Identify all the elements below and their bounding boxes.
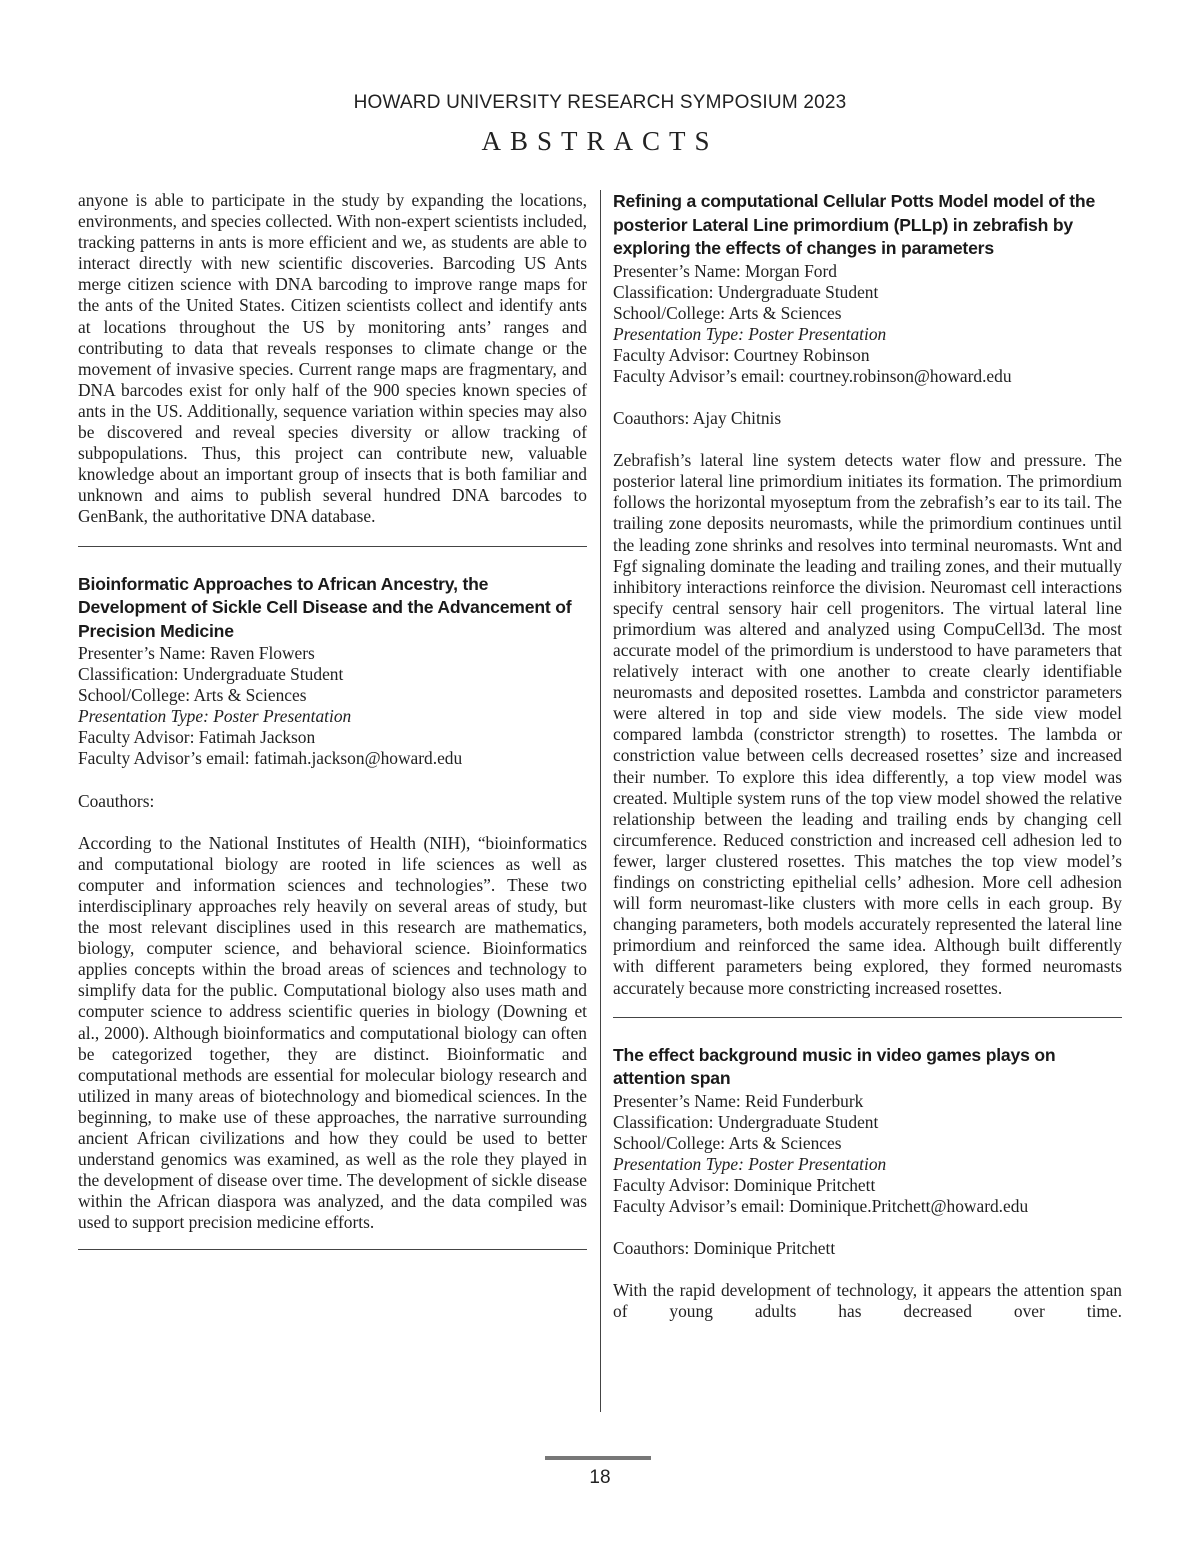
coauthors: Coauthors: Ajay Chitnis — [613, 408, 782, 429]
section-title: ABSTRACTS — [481, 126, 719, 156]
abstract-meta — [78, 643, 587, 770]
abstract-separator — [613, 1017, 1122, 1018]
classification: Classification: Undergraduate Student — [613, 1111, 879, 1132]
abstract-separator — [78, 1249, 587, 1250]
abstract-meta — [613, 261, 1122, 388]
abstract-body: With the rapid development of technology, it appears the attention span of young adults has decreased over time. — [613, 1280, 1122, 1322]
faculty-advisor-email: Faculty Advisor’s email: Dominique.Pritchett@howard.edu — [613, 1196, 1029, 1217]
abstract-title: Refining a computational Cellular Potts Model model of the posterior Lateral Line primordium (PLLp) in zebrafish by exploring the effects of changes in parameters — [613, 191, 1096, 258]
faculty-advisor: Faculty Advisor: Dominique Pritchett — [613, 1174, 876, 1195]
page-number-rule — [545, 1456, 651, 1460]
coauthors: Coauthors: — [78, 790, 155, 811]
abstract-title: The effect background music in video games plays on attention span — [613, 1044, 1056, 1089]
faculty-advisor: Faculty Advisor: Courtney Robinson — [613, 344, 870, 365]
faculty-advisor: Faculty Advisor: Fatimah Jackson — [78, 727, 316, 748]
symposium-header: HOWARD UNIVERSITY RESEARCH SYMPOSIUM 2023 — [353, 92, 847, 113]
column-divider — [600, 190, 601, 1412]
school-college: School/College: Arts & Sciences — [613, 302, 842, 323]
classification: Classification: Undergraduate Student — [78, 664, 344, 685]
faculty-advisor-email: Faculty Advisor’s email: fatimah.jackson@howard.edu — [78, 748, 463, 769]
presentation-type: Presentation Type: Poster Presentation — [613, 1153, 887, 1174]
abstract-body: Zebrafish’s lateral line system detects water flow and pressure. The posterior lateral line primordium initiates its formation. The primordium follows the horizontal myoseptum from the zebrafish’s ear to its tail. The trailing zone deposits neuromasts, while the primordium continues until the leading zone shrinks and resolves into terminal neuromasts. Wnt and Fgf signaling dominate the leading and trailing zones, and their mutually inhibitory interactions reinforce the division. Neuromast cell interactions specify central sensory hair cell progenitors. The virtual lateral line primordium was altered and analyzed using CompuCell3d. The most accurate model of the primordium is understood to have parameters that relatively interact with one another to create clearly identifiable neuromasts and deposited rosettes. Lambda and constrictor parameters were altered in top and side view models. The side view model compared lambda (constrictor strength) to rosettes. The lambda or constriction value between cells decreased rosettes’ size and increased their number. To explore this idea differently, a top view model was created. Multiple system runs of the top view model showed the relative relationship between the leading and trailing ends by changing cell circumference. Reduced constriction and increased cell adhesion led to fewer, larger clustered rosettes. This matches the top view model’s findings on constricting epithelial cells’ adhesion. More cell adhesion will form neuromast-like clusters with more cells in each group. By changing parameters, both models accurately represented the lateral line primordium and reinforced the same idea. Although built differently with different parameters being explored, they formed neuromasts accurately because more constricting increased rosettes. — [613, 450, 1122, 998]
abstract-body: According to the National Institutes of Health (NIH), “bioinformatics and computational biology are rooted in life sciences as well as computer and information sciences and technologies”. These two interdisciplinary approaches rely heavily on several areas of study, but the most relevant disciplines used in this research are mathematics, biology, computer science, and behavioral science. Bioinformatics applies concepts within the broad areas of sciences and technology to simplify data for the public. Computational biology also uses math and computer science to address scientific queries in biology (Downing et al., 2000). Although bioinformatics and computational biology can often be categorized together, they are distinct. Bioinformatic and computational methods are essential for molecular biology research and utilized in many areas of biotechnology and biomedical sciences. In the beginning, to make use of these approaches, the narrative surrounding ancient African civilizations and how they could be used to better understand genomics was examined, as well as the role they played in the development of disease over time. The development of sickle disease within the African diaspora was analyzed, and the data compiled was used to support precision medicine efforts. — [78, 832, 587, 1233]
page-number: 18 — [589, 1467, 611, 1488]
left-column — [78, 190, 587, 1250]
presenter-name: Presenter’s Name: Raven Flowers — [78, 643, 315, 663]
school-college: School/College: Arts & Sciences — [613, 1132, 842, 1153]
right-column — [613, 190, 1122, 1322]
coauthors: Coauthors: Dominique Pritchett — [613, 1238, 836, 1259]
presenter-name: Presenter’s Name: Reid Funderburk — [613, 1090, 864, 1111]
school-college: School/College: Arts & Sciences — [78, 685, 307, 706]
classification: Classification: Undergraduate Student — [613, 281, 879, 302]
abstract-title: Bioinformatic Approaches to African Ancestry, the Development of Sickle Cell Disease and the Advancement of Precision Medicine — [78, 573, 572, 641]
presenter-name: Presenter’s Name: Morgan Ford — [613, 260, 837, 281]
presentation-type: Presentation Type: Poster Presentation — [613, 323, 887, 344]
abstract-separator — [78, 546, 587, 547]
faculty-advisor-email: Faculty Advisor’s email: courtney.robinson@howard.edu — [613, 365, 1012, 386]
abstract-meta — [613, 1091, 1122, 1218]
presentation-type: Presentation Type: Poster Presentation — [78, 706, 352, 727]
continued-abstract-text: anyone is able to participate in the study by expanding the locations, environments, and species collected. With non-expert scientists included, tracking patterns in ants is more efficient and we, as students are able to interact directly with new scientific discoveries. Barcoding US Ants merge citizen science with DNA barcoding to improve range maps for the ants of the United States. Citizen scientists collect and identify ants at locations throughout the US by monitoring ants’ ranges and contributing to data that reveals responses to climate change or the movement of invasive species. Current range maps are fragmentary, and DNA barcodes exist for only half of the 900 species known species of ants in the US. Additionally, sequence variation within species may also be discovered and reveal species diversity or allow tracking of subpopulations. Thus, this project can contribute new, valuable knowledge about an important group of insects that is both familiar and unknown and aims to publish several hundred DNA barcodes to GenBank, the authoritative DNA database. — [78, 190, 587, 527]
